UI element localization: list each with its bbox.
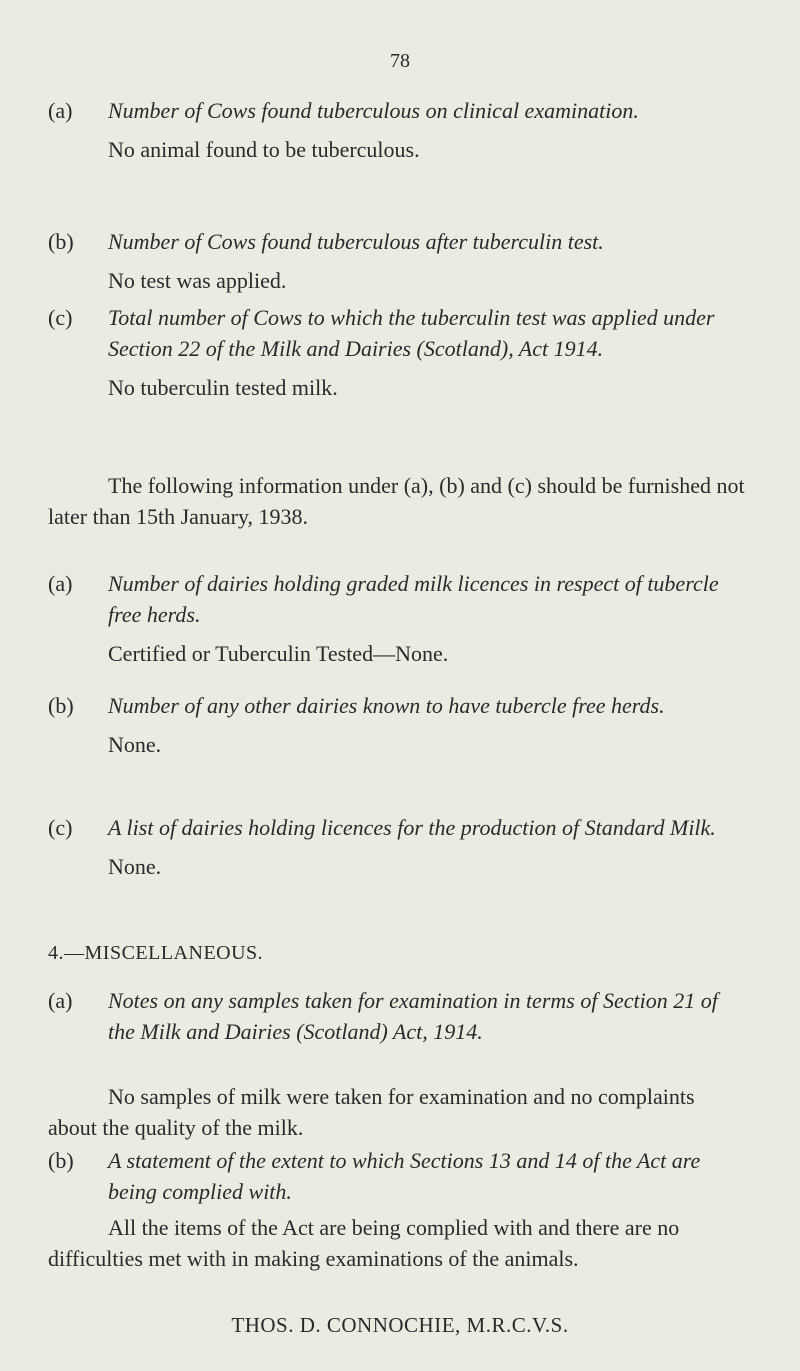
section-a3 [48, 985, 748, 1047]
item-label: (a) [48, 571, 73, 596]
item-label: (b) [48, 693, 74, 718]
item-title: A statement of the extent to which Sections 13 and 14 of the Act are being complied with. [108, 1148, 701, 1204]
page-number: 78 [390, 50, 410, 72]
section-b1 [48, 226, 748, 296]
item-label: (c) [48, 305, 73, 330]
section-b2 [48, 690, 748, 760]
item-title: Number of dairies holding graded milk licences in respect of tubercle free herds. [108, 571, 719, 627]
item-answer: Certified or Tuberculin Tested—None. [108, 641, 449, 666]
item-answer: No animal found to be tuberculous. [108, 137, 420, 162]
section-b3 [48, 1145, 748, 1207]
item-label: (a) [48, 988, 73, 1013]
item-label: (b) [48, 229, 74, 254]
item-title: Notes on any samples taken for examination in terms of Section 21 of the Milk and Dairies (Scotland) Act, 1914. [108, 988, 718, 1044]
signature: THOS. D. CONNOCHIE, M.R.C.V.S. [231, 1313, 569, 1337]
item-label: (b) [48, 1148, 74, 1173]
section-b3-answer: All the items of the Act are being complied with and there are no difficulties met with in making examinations of the animals. [48, 1215, 680, 1271]
item-label: (c) [48, 815, 73, 840]
section-a1 [48, 95, 748, 165]
section-c2 [48, 812, 748, 882]
item-answer: None. [108, 732, 162, 757]
section-a2 [48, 568, 748, 669]
item-answer: None. [108, 854, 162, 879]
item-title: Number of any other dairies known to have tubercle free herds. [108, 693, 665, 718]
section-a3-answer: No samples of milk were taken for examination and no complaints about the quality of the milk. [48, 1084, 695, 1140]
misc-heading: 4.—MISCELLANEOUS. [48, 942, 264, 964]
item-title: Number of Cows found tuberculous on clinical examination. [108, 98, 639, 123]
item-answer: No test was applied. [108, 268, 287, 293]
item-label: (a) [48, 98, 73, 123]
item-answer: No tuberculin tested milk. [108, 375, 338, 400]
intro-paragraph: The following information under (a), (b) and (c) should be furnished not later than 15th January, 1938. [48, 473, 745, 529]
item-title: Total number of Cows to which the tuberculin test was applied under Section 22 of the Milk and Dairies (Scotland), Act 1914. [108, 305, 715, 361]
section-c1 [48, 302, 748, 403]
item-title: Number of Cows found tuberculous after tuberculin test. [108, 229, 604, 254]
item-title: A list of dairies holding licences for the production of Standard Milk. [108, 815, 716, 840]
